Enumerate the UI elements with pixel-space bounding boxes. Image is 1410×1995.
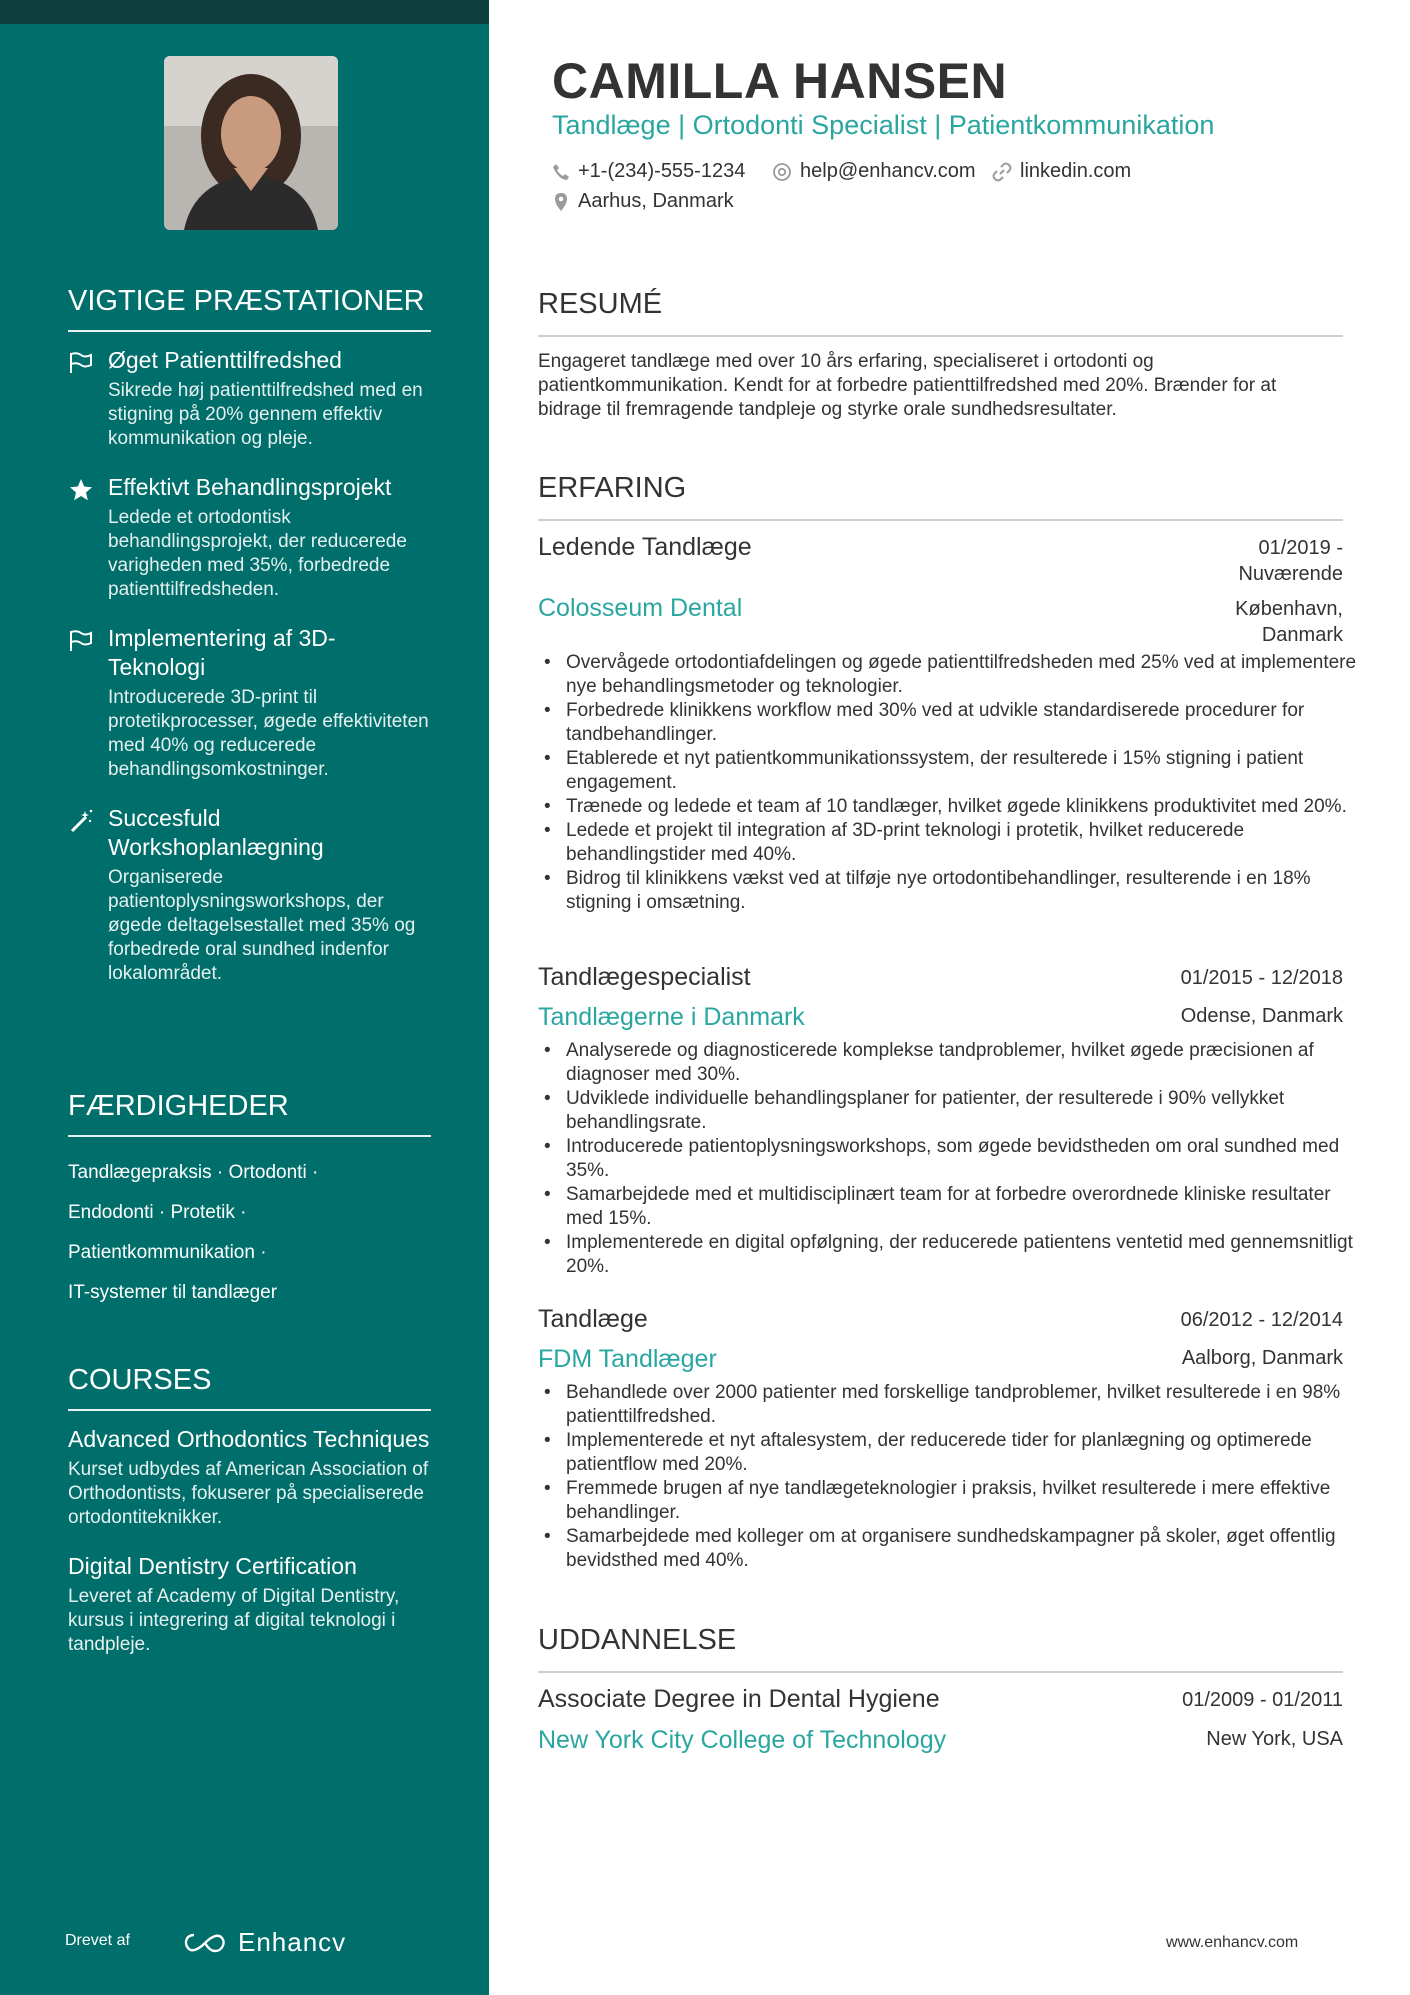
location-text: Aarhus, Danmark <box>578 190 734 212</box>
job-bullet: • Implementerede en digital opfølgning, der reducerede patientens ventetid med gennemsnitligt 20%. <box>566 1231 1371 1279</box>
footer-url[interactable]: www.enhancv.com <box>1166 1934 1299 1951</box>
summary-heading: RESUMÉ <box>538 288 1343 337</box>
summary-text: Engageret tandlæge med over 10 års erfaring, specialiseret i ortodonti og patientkommunikation. Kendt for at forbedre patienttilfredshed med 20%. Brænder for at bidrage til fremragende tandpleje og styrke orale sundhedsresultater. <box>538 351 1277 420</box>
skill-line: Patientkommunikation · <box>68 1242 267 1263</box>
star-icon <box>68 477 94 503</box>
course-desc: Leveret af Academy of Digital Dentistry, kursus i integrering af digital teknologi i tandpleje. <box>68 1586 400 1655</box>
course-title: Advanced Orthodontics Techniques <box>68 1426 430 1452</box>
location-pin-icon <box>552 192 570 212</box>
job-location: Odense, Danmark <box>1180 1005 1343 1027</box>
job-bullet: • Trænede og ledede et team af 10 tandlæger, hvilket øgede klinikkens produktivitet med 20%. <box>566 795 1371 819</box>
courses-heading: COURSES <box>68 1364 431 1411</box>
job-bullet: • Udviklede individuelle behandlingsplaner for patienter, der resulterede i 90% vellykket behandlingsrate. <box>566 1087 1371 1135</box>
link-icon <box>992 162 1012 182</box>
achievement-title: Succesfuld Workshoplanlægning <box>108 805 324 860</box>
skill-line: Endodonti · Protetik · <box>68 1202 247 1223</box>
achievement-desc: Sikrede høj patienttilfredshed med en stigning på 20% gennem effektiv kommunikation og pleje. <box>108 380 423 449</box>
job-bullet: • Analyserede og diagnosticerede komplekse tandproblemer, hvilket øgede præcisionen af diagnoser med 30%. <box>566 1039 1371 1087</box>
powered-by-label: Drevet af <box>65 1932 130 1949</box>
achievement-desc: Ledede et ortodontisk behandlingsprojekt, der reducerede varigheden med 35%, forbedrede patienttilfredsheden. <box>108 507 407 600</box>
degree-title: Associate Degree in Dental Hygiene <box>538 1685 940 1713</box>
achievement-item <box>68 624 431 782</box>
skills-heading: FÆRDIGHEDER <box>68 1090 431 1137</box>
company-name: Tandlægerne i Danmark <box>538 1003 805 1031</box>
job-bullet: • Bidrog til klinikkens vækst ved at tilføje nye ortodontibehandlinger, resulterende i en 18% stigning i omsætning. <box>566 867 1371 915</box>
education-heading: UDDANNELSE <box>538 1624 1343 1673</box>
job-title: Ledende Tandlæge <box>538 533 752 561</box>
achievement-item <box>68 346 431 451</box>
job-date: 06/2012 - 12/2014 <box>1180 1309 1343 1331</box>
job-bullet: • Implementerede et nyt aftalesystem, der reducerede tider for planlægning og optimerede patientflow med 20%. <box>566 1429 1371 1477</box>
skills-section <box>68 1090 431 1321</box>
job-date: 01/2019 - Nuværende <box>1238 537 1343 585</box>
job-bullet: • Behandlede over 2000 patienter med forskellige tandproblemer, hvilket resulterede i en 98% patienttilfredshed. <box>566 1381 1371 1429</box>
infinity-logo-icon <box>182 1931 228 1955</box>
enhancv-logo[interactable] <box>182 1927 346 1958</box>
course-title: Digital Dentistry Certification <box>68 1553 357 1579</box>
flag-icon <box>68 350 94 376</box>
achievement-item <box>68 804 431 986</box>
job-bullet: • Samarbejdede med et multidisciplinært team for at forbedre overordnede kliniske resultater med 15%. <box>566 1183 1371 1231</box>
job-bullet: • Etablerede et nyt patientkommunikationssystem, der resulterede i 15% stigning i patient engagement. <box>566 747 1371 795</box>
job-bullets <box>538 651 1371 915</box>
at-icon <box>772 162 792 182</box>
job-location: Aalborg, Danmark <box>1181 1347 1343 1369</box>
company-name: Colosseum Dental <box>538 594 743 622</box>
job-bullets <box>538 1381 1371 1573</box>
course-item <box>68 1552 431 1657</box>
candidate-name: CAMILLA HANSEN <box>552 53 1008 109</box>
linkedin-url: linkedin.com <box>1020 160 1132 182</box>
achievement-title: Effektivt Behandlingsprojekt <box>108 474 392 500</box>
job-bullet: • Forbedrede klinikkens workflow med 30% ved at udvikle standardiserede procedurer for tandbehandlinger. <box>566 699 1371 747</box>
experience-heading: ERFARING <box>538 472 1343 521</box>
achievements-heading: VIGTIGE PRÆSTATIONER <box>68 285 431 332</box>
job-bullet: • Ledede et projekt til integration af 3D-print teknologi i protetik, hvilket reducerede behandlingstider med 40%. <box>566 819 1371 867</box>
job-title: Tandlægespecialist <box>538 963 751 991</box>
linkedin-contact[interactable] <box>992 160 1131 183</box>
education-date: 01/2009 - 01/2011 <box>1182 1689 1343 1711</box>
email-contact[interactable] <box>772 160 976 183</box>
skill-line: Tandlægepraksis · Ortodonti · <box>68 1162 319 1183</box>
email-address: help@enhancv.com <box>800 160 976 182</box>
sidebar <box>0 0 489 1995</box>
flag-icon <box>68 628 94 654</box>
achievement-desc: Organiserede patientoplysningsworkshops, der øgede deltagelsestallet med 35% og forbedrede oral sundhed indenfor lokalområdet. <box>108 867 416 984</box>
school-name: New York City College of Technology <box>538 1726 947 1754</box>
course-item <box>68 1425 431 1530</box>
headline: Tandlæge | Ortodonti Specialist | Patientkommunikation <box>552 110 1215 140</box>
phone-icon <box>552 163 570 181</box>
brand-name: Enhancv <box>238 1927 347 1957</box>
course-desc: Kurset udbydes af American Association of Orthodontists, fokuserer på specialiserede ortodontiteknikker. <box>68 1459 429 1528</box>
achievements-section <box>68 285 431 1008</box>
phone-contact[interactable] <box>552 160 745 183</box>
job-location: København, Danmark <box>1235 598 1343 646</box>
company-name: FDM Tandlæger <box>538 1345 717 1373</box>
job-date: 01/2015 - 12/2018 <box>1180 967 1343 989</box>
job-bullet: • Fremmede brugen af nye tandlægeteknologier i praksis, hvilket resulterede i mere effektive behandlinger. <box>566 1477 1371 1525</box>
phone-number: +1-(234)-555-1234 <box>578 160 746 182</box>
job-bullet: • Samarbejdede med kolleger om at organisere sundhedskampagner på skoler, øget offentlig bevidsthed med 40%. <box>566 1525 1371 1573</box>
achievement-title: Implementering af 3D-Teknologi <box>108 625 336 680</box>
job-bullets <box>538 1039 1371 1279</box>
job-bullet: • Overvågede ortodontiafdelingen og øgede patienttilfredsheden med 25% ved at implementere nye behandlingsmetoder og teknologier. <box>566 651 1371 699</box>
skill-line: IT-systemer til tandlæger <box>68 1282 278 1303</box>
profile-photo <box>164 56 338 230</box>
education-location: New York, USA <box>1206 1728 1343 1750</box>
magic-wand-icon <box>68 808 94 834</box>
courses-section <box>68 1364 431 1679</box>
achievement-desc: Introducerede 3D-print til protetikprocesser, øgede effektiviteten med 40% og reducerede behandlingsomkostninger. <box>108 687 429 780</box>
achievement-title: Øget Patienttilfredshed <box>108 347 342 373</box>
location-contact <box>552 190 734 213</box>
achievement-item <box>68 473 431 602</box>
job-title: Tandlæge <box>538 1305 648 1333</box>
job-bullet: • Introducerede patientoplysningsworkshops, som øgede bevidstheden om oral sundhed med 35%. <box>566 1135 1371 1183</box>
sidebar-top-bar <box>0 0 489 24</box>
